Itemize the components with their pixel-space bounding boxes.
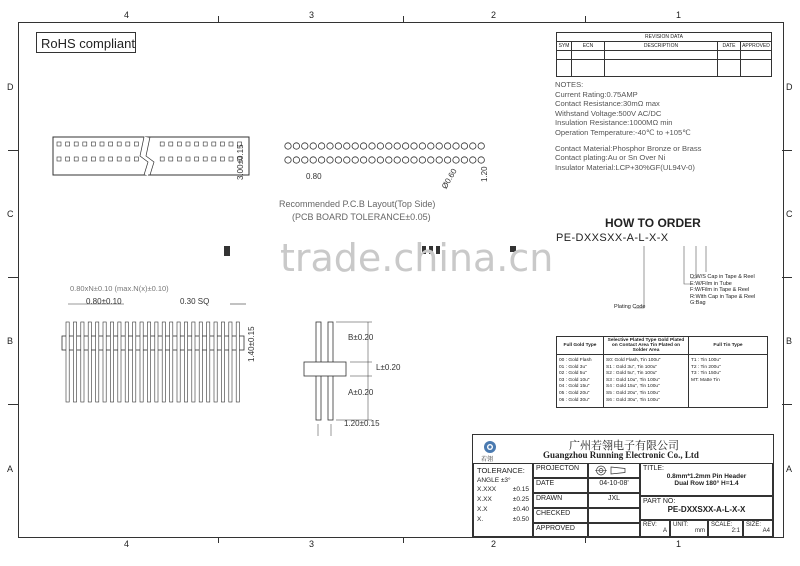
note-line: Contact plating:Au or Sn Over Ni [555, 153, 666, 163]
front-view-pin [199, 322, 202, 402]
projection-label: PROJECTON [533, 463, 588, 478]
pcb-hole [402, 143, 408, 149]
tolerance-row [477, 496, 529, 503]
grid-number-top: 2 [491, 10, 497, 20]
pcb-hole [377, 143, 383, 149]
grid-letter-left: B [7, 336, 14, 346]
plating-item: 00 : Gold Flash [559, 358, 592, 363]
rohs-label: RoHS compliant [36, 32, 136, 53]
front-view-pin [118, 322, 121, 402]
dim-b: B±0.20 [348, 333, 374, 342]
pcb-row-pitch-label: 1.20 [480, 166, 489, 182]
size-label: SIZE: [746, 522, 762, 528]
dim-front-top-note: 0.80xN±0.10 (max.N(x)±0.10) [70, 284, 169, 293]
tolerance-row [477, 486, 529, 493]
front-view-pin [96, 322, 99, 402]
pcb-hole [386, 157, 392, 163]
plating-header-selective: Selective Plated Type Gold Plated on Contact Area Tin Plated on Solder Area [604, 337, 689, 355]
title-value-line-1: 0.8mm*1.2mm Pin Header [666, 473, 747, 480]
plating-header-full-gold: Full Gold Type [557, 337, 604, 355]
note-line: Contact Material:Phosphor Bronze or Brass [555, 143, 702, 153]
size-value: A4 [762, 528, 770, 534]
revision-title: REVISION DATA [557, 33, 772, 42]
title-block [472, 434, 774, 538]
pcb-hole [335, 157, 341, 163]
date-value: 04-10-08' [588, 478, 640, 493]
pcb-hole [352, 157, 358, 163]
note-line: NOTES: [555, 80, 584, 89]
pcb-hole [327, 157, 333, 163]
plating-code-label: Plating Code [614, 304, 646, 310]
top-view-pad [117, 157, 121, 161]
front-view-pin [88, 322, 91, 402]
approved-label: APPROVED [533, 523, 588, 537]
dim-pitch-front: 0.80±0.10 [86, 297, 122, 306]
top-view-pad [66, 142, 70, 146]
part-no-value: PE-DXXSXX-A-L-X-X [667, 505, 746, 514]
top-view-pad [220, 157, 224, 161]
dim-height-side: 1.40±0.15 [247, 326, 256, 362]
pcb-hole [478, 157, 484, 163]
tolerance-angle: ANGLE ±3° [477, 477, 511, 484]
plating-item: 04 : Gold 15u" [559, 384, 590, 390]
tolerance-row-value: ±0.25 [512, 496, 529, 503]
dim-l: L±0.20 [376, 363, 401, 372]
projection-symbol-icon [591, 465, 631, 476]
top-view-pad [66, 157, 70, 161]
top-view-pad [186, 142, 190, 146]
pcb-hole [461, 157, 467, 163]
rev-value: A [662, 528, 667, 534]
plating-item: T3 : Tin 150u" [691, 371, 721, 377]
pcb-hole [352, 143, 358, 149]
unit-cell [670, 520, 708, 537]
top-view-pad [186, 157, 190, 161]
plating-item: MT: Matte Tin [691, 377, 720, 383]
company-name-en: Guangzhou Running Electronic Co., Ltd [543, 450, 699, 460]
plating-selective-list [604, 355, 689, 408]
front-view-drawing [54, 290, 264, 410]
top-view-pad [169, 157, 173, 161]
grid-number-bottom: 3 [309, 539, 315, 549]
tolerance-row-label: X.XX [477, 496, 492, 503]
pcb-hole [293, 143, 299, 149]
grid-tick [585, 16, 586, 22]
pcb-hole [302, 157, 308, 163]
dim-sq: 0.30 SQ [180, 297, 210, 306]
top-view-pad [109, 142, 113, 146]
plating-header-full-tin: Full Tin Type [689, 337, 768, 355]
company-header [473, 435, 773, 464]
pcb-hole [428, 157, 434, 163]
grid-tick [403, 537, 404, 543]
grid-tick [8, 277, 18, 278]
date-label: DATE [533, 478, 588, 493]
pcb-hole [444, 157, 450, 163]
rev-label: REV: [643, 522, 657, 528]
tolerance-row-label: X. [477, 516, 484, 523]
grid-letter-right: C [786, 209, 793, 219]
top-view-pad [177, 142, 181, 146]
plating-item: 02 : Gold 5u" [559, 371, 587, 377]
note-line: Insulator Material:LCP+30%GF(UL94V-0) [555, 162, 695, 172]
plating-table [556, 336, 768, 408]
front-view-pin [162, 322, 165, 402]
top-view-pad [83, 157, 87, 161]
grid-tick [782, 150, 792, 151]
order-code: PE-DXXSXX-A-L-X-X [556, 232, 669, 244]
top-view-pad [220, 142, 224, 146]
top-view-pad [126, 142, 130, 146]
front-view-pin [73, 322, 76, 402]
packaging-option: R:With Cap in Tape & Reel [690, 293, 756, 300]
top-view-pad [74, 142, 78, 146]
top-view-pad [134, 142, 138, 146]
pcb-hole [318, 157, 324, 163]
plating-item: T2 : Tin 200u" [691, 364, 721, 370]
front-view-pin [140, 322, 143, 402]
tolerance-row [477, 506, 529, 513]
plating-item: 06 : Gold 30u" [559, 397, 590, 403]
top-view-pad [74, 157, 78, 161]
drawn-value: JXL [588, 493, 640, 508]
top-view-pad [91, 157, 95, 161]
top-view-pad [109, 157, 113, 161]
plating-full-tin-list [689, 355, 768, 408]
pcb-hole [310, 157, 316, 163]
plating-item: S0: Gold Flash, Tin 100u" [606, 358, 661, 363]
grid-number-top: 3 [309, 10, 315, 20]
pcb-layout-title: Recommended P.C.B Layout(Top Side) [279, 199, 436, 209]
plating-item: S6 : Gold 30u", Tin 100u" [606, 397, 660, 403]
projection-symbol [588, 463, 640, 478]
grid-number-bottom: 1 [676, 539, 682, 549]
front-view-pin [229, 322, 232, 402]
grid-number-top: 1 [676, 10, 682, 20]
front-view-pin [155, 322, 158, 402]
pcb-hole [444, 143, 450, 149]
tolerance-cell [473, 463, 533, 537]
front-view-pin [133, 322, 136, 402]
top-view-drawing [50, 134, 255, 186]
plating-item: S4 : Gold 15u", Tin 100u" [606, 384, 660, 390]
pcb-hole [369, 143, 375, 149]
watermark: trade.china.cn [280, 236, 554, 280]
title-value-line-2: Dual Row 180° H=1.4 [674, 480, 739, 487]
front-view-pin [66, 322, 69, 402]
note-line: Operation Temperature:-40℃ to +105℃ [555, 127, 691, 137]
grid-letter-right: A [786, 464, 793, 474]
grid-letter-right: D [786, 82, 793, 92]
pcb-hole [394, 157, 400, 163]
front-view-pin [110, 322, 113, 402]
top-view-pad [229, 142, 233, 146]
plating-item: 03 : Gold 10u" [559, 377, 590, 383]
company-name-cn: 广州若翎电子有限公司 [569, 439, 679, 452]
pcb-hole [360, 157, 366, 163]
front-view-pin [221, 322, 224, 402]
tolerance-row-value: ±0.15 [512, 486, 529, 493]
company-logo-text: 若翎 [481, 457, 494, 463]
top-view-pad [91, 142, 95, 146]
company-logo [479, 438, 501, 463]
top-view-pad [134, 157, 138, 161]
tolerance-row-label: X.X [477, 506, 488, 513]
revision-header: DESCRIPTION [605, 42, 718, 51]
pcb-hole [386, 143, 392, 149]
checked-value [588, 508, 640, 523]
grid-letter-left: D [7, 82, 14, 92]
scale-value: 2:1 [731, 528, 740, 534]
front-view-pin [170, 322, 173, 402]
top-view-pad [212, 142, 216, 146]
top-view-pad [117, 142, 121, 146]
pcb-hole-label: Ø0.60 [440, 167, 459, 191]
pcb-hole [402, 157, 408, 163]
top-view-pad [212, 157, 216, 161]
front-view-pin [103, 322, 106, 402]
top-view-pad [57, 142, 61, 146]
pcb-hole [335, 143, 341, 149]
grid-number-top: 4 [124, 10, 130, 20]
front-view-pin [207, 322, 210, 402]
pcb-hole [411, 143, 417, 149]
pcb-hole [394, 143, 400, 149]
top-view-pad [160, 157, 164, 161]
pcb-hole [419, 157, 425, 163]
part-no-cell [640, 496, 773, 520]
pcb-hole [360, 143, 366, 149]
top-view-pad [126, 157, 130, 161]
plating-item: S3 : Gold 10u", Tin 100u" [606, 377, 660, 383]
pcb-hole [327, 143, 333, 149]
pcb-hole [436, 143, 442, 149]
approved-value [588, 523, 640, 537]
pcb-hole [428, 143, 434, 149]
pcb-hole [436, 157, 442, 163]
unit-label: UNIT: [673, 522, 688, 528]
packaging-option: D:W/S Cap in Tape & Reel [690, 274, 755, 280]
pcb-hole [411, 157, 417, 163]
note-line: Current Rating:0.75AMP [555, 89, 638, 99]
top-view-pad [229, 157, 233, 161]
plating-item: S1 : Gold 3u", Tin 100u" [606, 364, 658, 370]
packaging-options [690, 274, 772, 307]
pcb-holes [285, 143, 485, 163]
pcb-hole [461, 143, 467, 149]
part-no-label: PART NO: [643, 498, 676, 505]
front-view-pin [192, 322, 195, 402]
revision-header: SYM [557, 42, 572, 51]
drawn-label: DRAWN [533, 493, 588, 508]
grid-letter-left: C [7, 209, 14, 219]
top-view-pad [169, 142, 173, 146]
revision-header: ECN [572, 42, 605, 51]
note-line: Withstand Voltage:500V AC/DC [555, 108, 662, 118]
tolerance-row-value: ±0.50 [512, 516, 529, 523]
grid-number-bottom: 4 [124, 539, 130, 549]
plating-full-gold-list [557, 355, 604, 408]
top-view-pad [203, 142, 207, 146]
pcb-hole [302, 143, 308, 149]
pcb-hole [285, 157, 291, 163]
tolerance-label: TOLERANCE: [477, 466, 525, 475]
dim-height-top: 3.00±0.15 [236, 144, 245, 180]
size-cell [743, 520, 773, 537]
title-cell [640, 463, 773, 496]
pcb-hole [369, 157, 375, 163]
mark [224, 246, 230, 256]
front-view-pin [81, 322, 84, 402]
top-view-pad [195, 157, 199, 161]
pcb-hole [453, 157, 459, 163]
pcb-hole [478, 143, 484, 149]
top-view-pad [83, 142, 87, 146]
pcb-hole [285, 143, 291, 149]
title-label: TITLE: [643, 465, 665, 472]
pcb-pitch-label: 0.80 [306, 172, 322, 181]
packaging-option: G:Bag [690, 300, 706, 306]
front-view-pin [147, 322, 150, 402]
revision-table [556, 32, 772, 77]
grid-tick [782, 277, 792, 278]
top-view-pad [177, 157, 181, 161]
pcb-hole [293, 157, 299, 163]
top-view-pad [100, 142, 104, 146]
plating-item: S2 : Gold 5u", Tin 100u" [606, 371, 658, 377]
notes-block [555, 80, 780, 172]
dim-a: A±0.20 [348, 388, 374, 397]
front-view-pin [125, 322, 128, 402]
checked-label: CHECKED [533, 508, 588, 523]
plating-item: 01 : Gold 3u" [559, 364, 587, 370]
pcb-hole [470, 157, 476, 163]
grid-letter-right: B [786, 336, 793, 346]
grid-tick [8, 404, 18, 405]
scale-cell [708, 520, 743, 537]
front-view-pin [184, 322, 187, 402]
front-view-pin [236, 322, 239, 402]
tolerance-row [477, 516, 529, 523]
pcb-hole [419, 143, 425, 149]
top-view-pad [203, 157, 207, 161]
revision-header: APPROVED [742, 43, 770, 49]
grid-tick [218, 537, 219, 543]
how-to-order-title: HOW TO ORDER [605, 216, 701, 230]
revision-header: DATE [718, 42, 741, 51]
grid-tick [403, 16, 404, 22]
grid-tick [782, 404, 792, 405]
tolerance-row-label: X.XXX [477, 486, 497, 493]
pcb-tolerance: (PCB BOARD TOLERANCE±0.05) [292, 212, 431, 222]
rev-cell [640, 520, 670, 537]
top-view-pad [57, 157, 61, 161]
front-view-pins [66, 322, 239, 402]
tolerance-row-value: ±0.40 [512, 506, 529, 513]
grid-number-bottom: 2 [491, 539, 497, 549]
scale-label: SCALE: [711, 522, 733, 528]
grid-letter-left: A [7, 464, 14, 474]
pcb-hole [344, 157, 350, 163]
packaging-option: F:W/Film in Tape & Reel [690, 287, 750, 293]
dim-row-pitch: 1.20±0.15 [344, 419, 380, 428]
packaging-option: E:W/Film in Tube [690, 280, 732, 287]
unit-value: mm [695, 528, 705, 534]
top-view-pad [100, 157, 104, 161]
pcb-hole [453, 143, 459, 149]
note-line: Insulation Resistance:1000MΩ min [555, 118, 673, 128]
grid-tick [8, 150, 18, 151]
plating-item: 05 : Gold 20u" [559, 390, 590, 396]
front-view-pin [214, 322, 217, 402]
pcb-hole [310, 143, 316, 149]
plating-item: S5 : Gold 20u", Tin 100u" [606, 390, 660, 396]
pcb-hole [470, 143, 476, 149]
note-line: Contact Resistance:30mΩ max [555, 99, 660, 109]
front-view-pin [177, 322, 180, 402]
pcb-hole [377, 157, 383, 163]
plating-item: T1 : Tin 100u" [691, 358, 721, 363]
grid-tick [218, 16, 219, 22]
pcb-hole [344, 143, 350, 149]
pcb-hole [318, 143, 324, 149]
top-view-pad [195, 142, 199, 146]
top-view-pad [160, 142, 164, 146]
